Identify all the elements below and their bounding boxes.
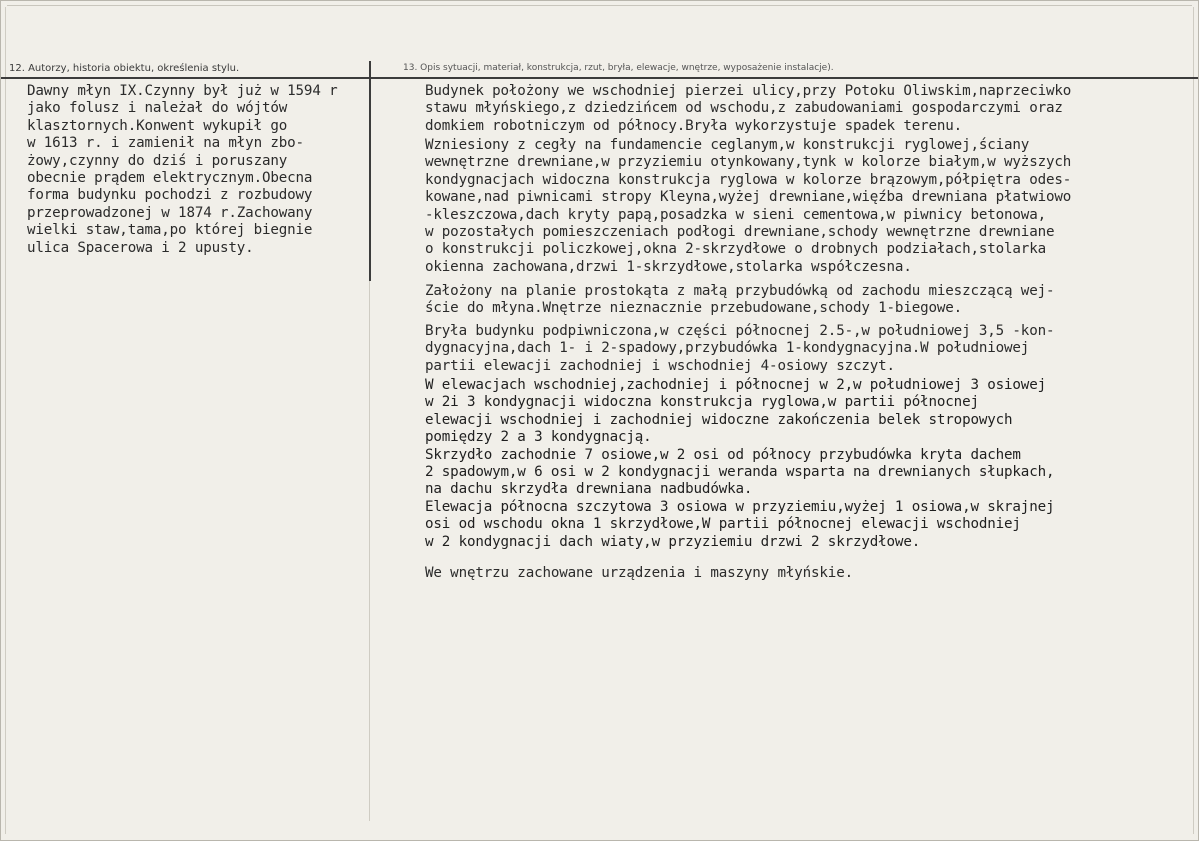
form-rule-vertical-faint: [369, 281, 370, 821]
section-13-heading: 13. Opis sytuacji, materiał, konstrukcja, rzut, bryła, elewacje, wnętrze, wyposażenie instalacje).: [403, 63, 834, 73]
history-text: Dawny młyn IX.Czynny był już w 1594 r jako folusz i należał do wójtów klasztornych.Konwent wykupił go w 1613 r. i zamienił na młyn zbo- żowy,czynny do dziś i poruszany obecnie prądem elektrycznym.Obecna forma budynku pochodzi z rozbudowy przeprowadzonej w 1874 r.Zachowany wielki staw,tama,po której biegnie ulica Spacerowa i 2 upusty.: [27, 83, 338, 256]
description-paragraph-interior: We wnętrzu zachowane urządzenia i maszyny młyńskie.: [425, 565, 853, 581]
description-paragraph-plan: Założony na planie prostokąta z małą przybudówką od zachodu mieszczącą wej- ście do młyna.Wnętrze nieznacznie przebudowane,schody 1-biegowe.: [425, 283, 1055, 317]
description-paragraph-construction: Wzniesiony z cegły na fundamencie ceglanym,w konstrukcji ryglowej,ściany wewnętrzne drewniane,w przyziemiu otynkowany,tynk w kolorze białym,w wyższych kondygnacjach widoczna konstrukcja ryglowa w kolorze brązowym,półpiętra odes- kowane,nad piwnicami stropy Kleyna,wyżej drewniane,więźba drewniana płatwiowo -kleszczowa,dach kryty papą,posadzka w sieni cementowa,w piwnicy betonowa, w pozostałych pomieszczeniach podłogi drewniane,schody wewnętrzne drewniane o konstrukcji policzkowej,okna 2-skrzydłowe o drobnych podziałach,stolarka okienna zachowana,drzwi 1-skrzydłowe,stolarka współczesna.: [425, 137, 1072, 275]
page-edge: [7, 5, 1192, 6]
page-edge: [5, 7, 6, 834]
form-rule-horizontal: [1, 77, 1198, 79]
form-rule-vertical: [369, 61, 371, 281]
description-paragraph-massing: Bryła budynku podpiwniczona,w części północnej 2.5-,w południowej 3,5 -kon- dygnacyjna,dach 1- i 2-spadowy,przybudówka 1-kondygnacyjna.W południowej partii elewacji zachodniej i wschodniej 4-osiowy szczyt.: [425, 323, 1055, 374]
description-paragraph-location: Budynek położony we wschodniej pierzei ulicy,przy Potoku Oliwskim,naprzeciwko stawu młyńskiego,z dziedzińcem od wschodu,z zabudowaniami gospodarczymi oraz domkiem robotniczym od północy.Bryła wykorzystuje spadek terenu.: [425, 83, 1072, 134]
section-12-heading: 12. Autorzy, historia obiektu, określenia stylu.: [9, 63, 240, 74]
description-paragraph-elevations: W elewacjach wschodniej,zachodniej i północnej w 2,w południowej 3 osiowej w 2i 3 kondygnacji widoczna konstrukcja ryglowa,w partii północnej elewacji wschodniej i zachodniej widoczne zakończenia belek stropowych pomiędzy 2 a 3 kondygnacją. Skrzydło zachodnie 7 osiowe,w 2 osi od północy przybudówka kryta dachem 2 spadowym,w 6 osi w 2 kondygnacji weranda wsparta na drewnianych słupkach, na dachu skrzydła drewniana nadbudówka. Elewacja północna szczytowa 3 osiowa w przyziemiu,wyżej 1 osiowa,w skrajnej osi od wschodu okna 1 skrzydłowe,W partii północnej elewacji wschodniej w 2 kondygnacji dach wiaty,w przyziemiu drzwi 2 skrzydłowe.: [425, 377, 1055, 550]
